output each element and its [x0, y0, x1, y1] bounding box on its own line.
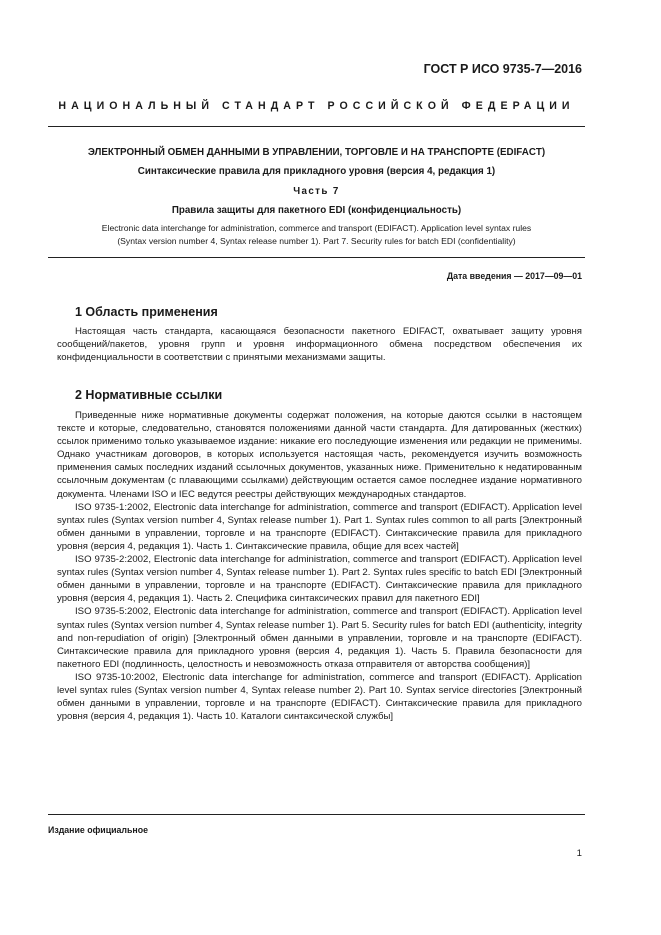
paragraph: Приведенные ниже нормативные документы содержат положения, на которые даются ссылки в настоящем тексте и которые, следовательно, становятся положениями данной части стандарта. Для датированных (жестких) ссылок применимо только указываемое издание: никакие его последующие изменения или редакции не применимы. Однако участникам договоров, в которых используется настоящая часть, рекомендуется изучить возможность применения самых последних изданий ссылочных документов, указанных ниже. Применительно к недатированным ссылочным документам (с плавающими ссылками) действующим остается самое последнее издание нормативного документа. Членами ISO и IEC ведутся реестры действующих международных стандартов.: [57, 410, 582, 500]
section-heading-scope: 1 Область применения: [75, 305, 218, 319]
english-title-line-1: Electronic data interchange for administration, commerce and transport (EDIFACT). Application level syntax rules: [101, 223, 532, 233]
top-rule: [48, 126, 585, 127]
document-part: Часть 7: [293, 186, 340, 197]
english-title-line-2: (Syntax version number 4, Syntax release number 1). Part 7. Security rules for batch EDI (confidentiality): [117, 235, 516, 246]
reference-iso-9735-2: ISO 9735-2:2002, Electronic data interchange for administration, commerce and transport (EDIFACT). Application level syntax rules (Syntax version number 4, Syntax release number 1). Part 2. Syntax rules specific to batch EDI [Электронный обмен данными в управлении, торговле и на транспорте (EDIFACT). Синтаксические правила для прикладного уровня (версия 4, редакция 1). Часть 2. Специфика синтаксических правил для пакетного EDI]: [57, 554, 582, 605]
introduction-date: Дата введения — 2017—09—01: [446, 271, 582, 281]
paragraph: Настоящая часть стандарта, касающаяся безопасности пакетного EDIFACT, охватывает защиту уровня сообщений/пакетов, уровня групп и уровня информационного обмена посредством обеспечения их конфиденциальности в соответствии с принятыми механизмами защиты.: [57, 326, 582, 364]
document-main-title: ЭЛЕКТРОННЫЙ ОБМЕН ДАННЫМИ В УПРАВЛЕНИИ, ТОРГОВЛЕ И НА ТРАНСПОРТЕ (EDIFACT): [87, 147, 546, 158]
section-heading-normative-references: 2 Нормативные ссылки: [75, 388, 223, 402]
section-body-scope: [57, 325, 582, 364]
national-standard-title: НАЦИОНАЛЬНЫЙ СТАНДАРТ РОССИЙСКОЙ ФЕДЕРАЦИИ: [58, 100, 575, 112]
section-body-normative-references: [57, 409, 582, 723]
footer-rule: [48, 814, 585, 815]
document-part-title: Правила защиты для пакетного EDI (конфиденциальность): [171, 205, 462, 216]
standard-code: ГОСТ Р ИСО 9735-7—2016: [423, 62, 582, 76]
english-title: [48, 222, 585, 247]
reference-iso-9735-5: ISO 9735-5:2002, Electronic data interchange for administration, commerce and transport (EDIFACT). Application level syntax rules (Syntax version number 4, Syntax release number 1). Part 5. Security rules for batch EDI (authenticity, integrity and non-repudiation of origin) [Электронный обмен данными в управлении, торговле и на транспорте (EDIFACT). Синтаксические правила для прикладного уровня (версия 4, редакция 1). Часть 5. Правила безопасности для пакетного EDI (подлинность, целостность и невозможность отказа отправителя от авторства сообщения)]: [57, 606, 582, 670]
document-subtitle: Синтаксические правила для прикладного уровня (версия 4, редакция 1): [137, 166, 496, 177]
edition-label: Издание официальное: [48, 825, 148, 835]
page-number: 1: [576, 848, 582, 859]
title-rule: [48, 257, 585, 258]
reference-iso-9735-10: ISO 9735-10:2002, Electronic data interchange for administration, commerce and transport (EDIFACT). Application level syntax rules (Syntax version number 4, Syntax release number 2). Part 10. Syntax service directories [Электронный обмен данными в управлении, торговле и на транспорте (EDIFACT). Синтаксические правила для прикладного уровня (версия 4, редакция 1). Часть 10. Каталоги синтаксической службы]: [57, 671, 582, 723]
reference-iso-9735-1: ISO 9735-1:2002, Electronic data interchange for administration, commerce and transport (EDIFACT). Application level syntax rules (Syntax version number 4, Syntax release number 1). Part 1. Syntax rules common to all parts [Электронный обмен данными в управлении, торговле и на транспорте (EDIFACT). Синтаксические правила для прикладного уровня (версия 4, редакция 1). Часть 1. Синтаксические правила, общие для всех частей]: [57, 501, 582, 552]
